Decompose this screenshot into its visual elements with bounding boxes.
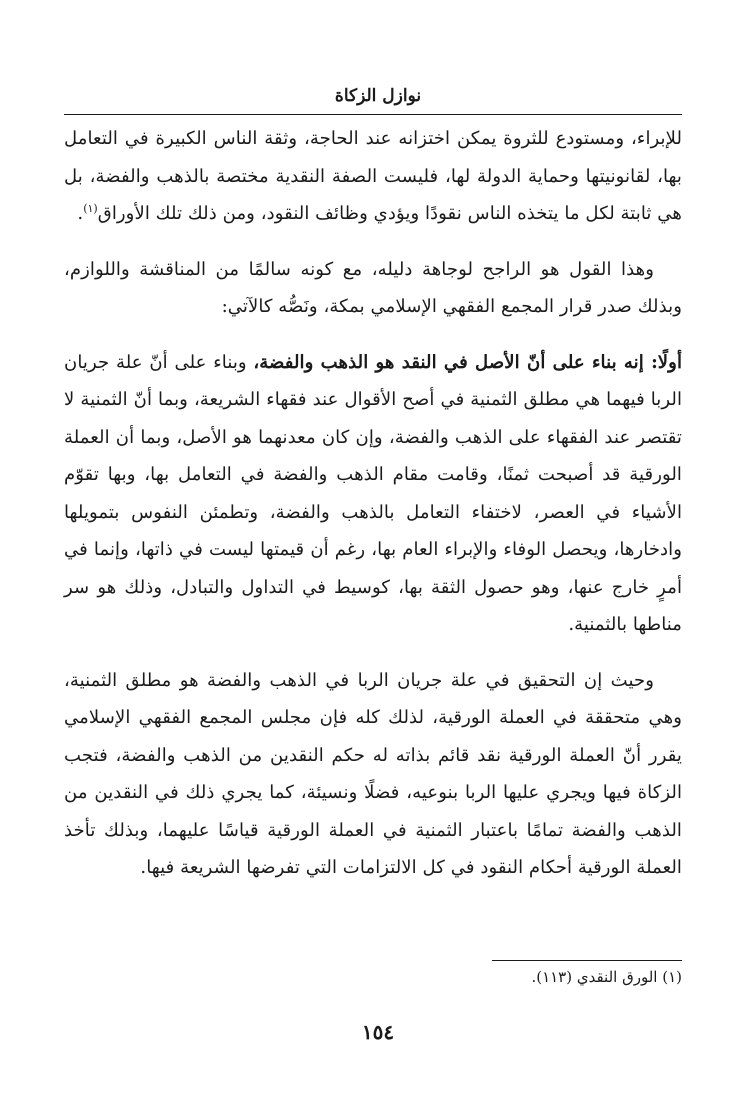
main-text (64, 120, 682, 887)
page-number: ١٥٤ (361, 1020, 395, 1044)
paragraph-text: للإبراء، ومستودع للثروة يمكن اختزانه عند الحاجة، وثقة الناس الكبيرة في التعامل بها، لقانونيتها وحماية الدولة لها، فليست الصفة النقدية مختصة بالذهب والفضة، بل هي ثابتة لكل ما يتخذه الناس نقودًا ويؤدي وظائف النقود، ومن ذلك تلك الأوراق (64, 128, 682, 224)
paragraph-tail: . (77, 203, 84, 224)
paragraph-preferred-opinion (64, 251, 682, 326)
paragraph-text: وبناء على أنّ علة جريان الربا فيهما هي مطلق الثمنية في أصح الأقوال عند فقهاء الشريعة، وبما أنّ الثمنية لا تقتصر عند الفقهاء على الذهب والفضة، وإن كان معدنهما هو الأصل، وبما أن العملة الورقية قد أصبحت ثمنًا، وقامت مقام الذهب والفضة في التعامل بها، وبها تقوّم الأشياء في العصر، لاختفاء التعامل بالذهب والفضة، وتطمئن النفوس بتمويلها وادخارها، ويحصل الوفاء والإبراء العام بها، رغم أن قيمتها ليست في ذاتها، وإنما في أمرٍ خارج عنها، وهو حصول الثقة بها، كوسيط في التداول والتبادل، وذلك هو سر مناطها بالثمنية. (64, 351, 682, 635)
running-head-title: نوازل الزكاة (334, 86, 422, 106)
footnote-rule (492, 960, 682, 961)
header-rule (64, 114, 682, 115)
footnote-reference: (١) (83, 201, 98, 215)
footnote: (١) الورق النقدي (١١٣). (531, 968, 682, 986)
paragraph-resolution-decision (64, 662, 682, 887)
paragraph-resolution-first (64, 344, 682, 644)
paragraph-continuation (64, 120, 682, 233)
paragraph-text: وهذا القول هو الراجح لوجاهة دليله، مع كونه سالمًا من المناقشة واللوازم، وبذلك صدر قرار المجمع الفقهي الإسلامي بمكة، ونَصُّه كالآتي: (64, 258, 682, 317)
paragraph-text: وحيث إن التحقيق في علة جريان الربا في الذهب والفضة هو مطلق الثمنية، وهي متحققة في العملة الورقية، لذلك كله فإن مجلس المجمع الفقهي الإسلامي يقرر أنّ العملة الورقية نقد قائم بذاته له حكم النقدين من الذهب والفضة، فتجب الزكاة فيها ويجري عليها الربا بنوعيه، فضلًا ونسيئة، كما يجري ذلك في النقدين من الذهب والفضة تمامًا باعتبار الثمنية في العملة الورقية قياسًا عليهما، وبذلك تأخذ العملة الورقية أحكام النقود في كل الالتزامات التي تفرضها الشريعة فيها. (64, 669, 682, 878)
resolution-lead: أولًا: إنه بناء على أنّ الأصل في النقد هو الذهب والفضة، (253, 351, 682, 373)
